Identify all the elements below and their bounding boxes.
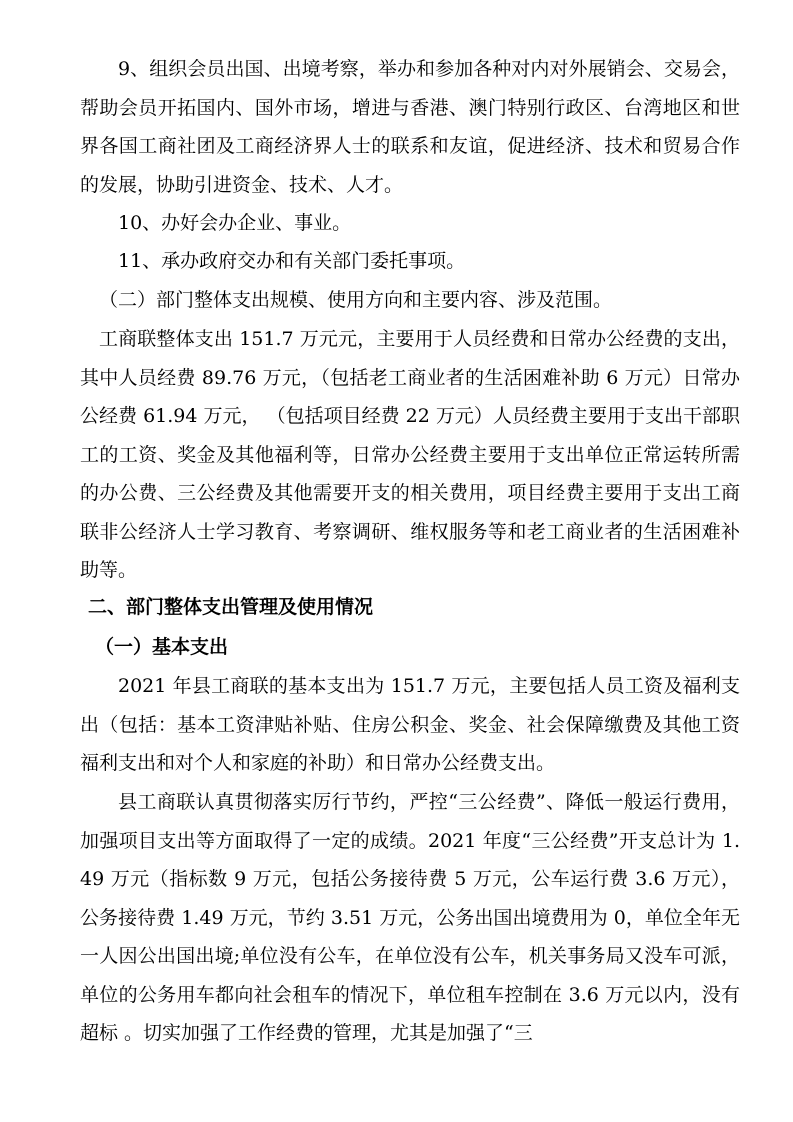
paragraph-three-public-expenses: 县工商联认真贯彻落实厉行节约，严控“三公经费”、降低一般运行费用，加强项目支出等方面取得了一定的成绩。2021 年度“三公经费”开支总计为 1.49 万元（指标数 9 万元，包括公务接待费 5 万元，公车运行费 3.6 万元），公务接待费 1.49 万元，节约 3.51 万元，公务出国出境费用为 0，单位全年无一人因公出国出境;单位没有公车，在单位没有公车，机关事务局又没车可派，单位的公务用车都向社会租车的情况下，单位租车控制在 3.6 万元以内，没有超标 。切实加强了工作经费的管理，尤其是加强了“三 [80, 791, 740, 1044]
paragraph-item-11: 11、承办政府交办和有关部门委托事项。 [118, 250, 466, 272]
paragraph-basic-expenditure: 2021 年县工商联的基本支出为 151.7 万元，主要包括人员工资及福利支出（包括：基本工资津贴补贴、住房公积金、奖金、社会保障缴费及其他工资福利支出和对个人和家庭的补助）和日常办公经费支出。 [80, 675, 740, 774]
subsection-heading-basic-expenditure: （一）基本支出 [95, 636, 229, 658]
subheading-overall-scope: （二）部门整体支出规模、使用方向和主要内容、涉及范围。 [99, 289, 613, 311]
paragraph-item-10: 10、办好会办企业、事业。 [118, 212, 352, 234]
section-heading-expenditure-management: 二、部门整体支出管理及使用情况 [88, 596, 374, 618]
paragraph-item-9: 9、组织会员出国、出境考察，举办和参加各种对内对外展销会、交易会，帮助会员开拓国内、国外市场，增进与香港、澳门特别行政区、台湾地区和世界各国工商社团及工商经济界人士的联系和友谊，促进经济、技术和贸易合作的发展，协助引进资金、技术、人才。 [80, 58, 740, 196]
paragraph-overall-expenditure: 工商联整体支出 151.7 万元元，主要用于人员经费和日常办公经费的支出，其中人员经费 89.76 万元，（包括老工商业者的生活困难补助 6 万元）日常办公经费 61.94 万元， （包括项目经费 22 万元）人员经费主要用于支出干部职工的工资、奖金及其他福利等，日常办公经费主要用于支出单位正常运转所需的办公费、三公经费及其他需要开支的相关费用，项目经费主要用于支出工商联非公经济人士学习教育、考察调研、维权服务等和老工商业者的生活困难补助等。 [80, 328, 740, 581]
